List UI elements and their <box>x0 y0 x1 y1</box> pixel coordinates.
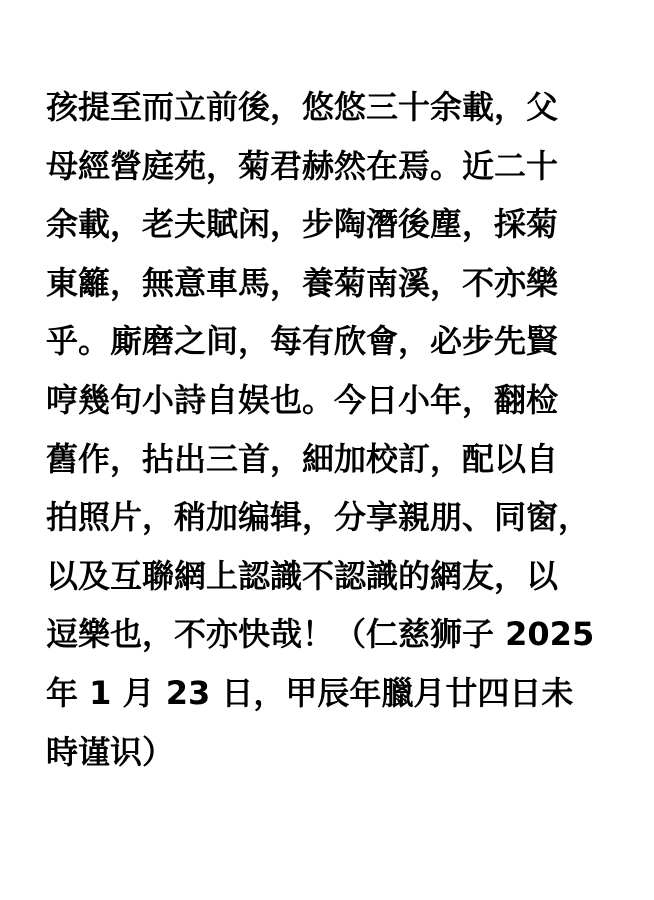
text-line-3: 余載，老夫賦闲，步陶潛後塵，採菊 <box>46 205 559 244</box>
text-line-10: 逗樂也，不亦快哉！（仁慈狮子 2025 <box>46 615 595 654</box>
body-text <box>46 78 626 781</box>
text-line-1: 孩提至而立前後，悠悠三十余載，父 <box>46 88 559 126</box>
text-line-12: 時谨识） <box>46 732 175 771</box>
text-line-4: 東籬，無意車馬，養菊南溪，不亦樂 <box>46 263 559 302</box>
text-line-2: 母經營庭苑，菊君赫然在焉。近二十 <box>46 146 559 185</box>
text-line-6: 哼幾句小詩自娱也。今日小年，翻检 <box>46 380 559 419</box>
text-line-11: 年 1 月 23 日，甲辰年臘月廿四日未 <box>46 673 574 712</box>
text-line-8: 拍照片，稍加编辑，分享親朋、同窗， <box>46 498 591 537</box>
text-line-5: 乎。廝磨之间，每有欣會，必步先賢 <box>46 322 559 361</box>
text-line-9: 以及互聯網上認識不認識的網友，以 <box>46 556 559 595</box>
text-line-7: 舊作，拈出三首，細加校訂，配以自 <box>46 439 559 478</box>
